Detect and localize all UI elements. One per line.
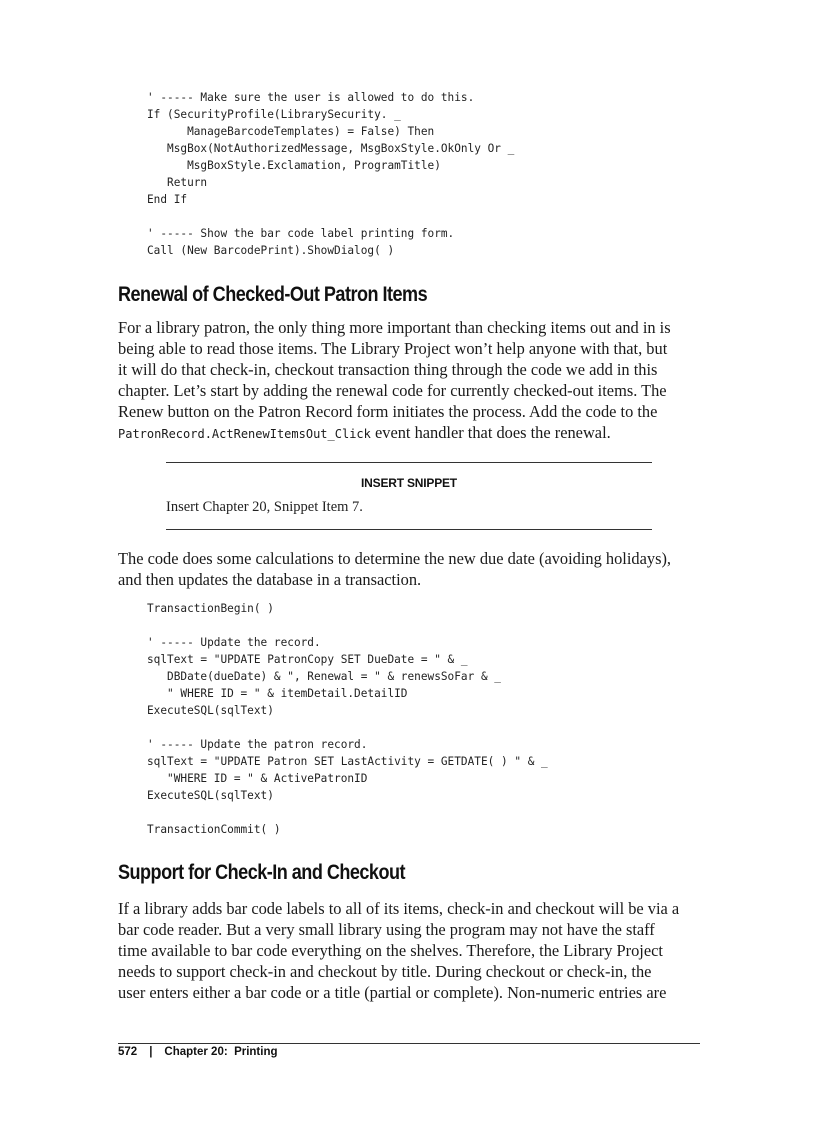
footer-rule bbox=[118, 1043, 700, 1044]
section-heading-checkin-checkout: Support for Check-In and Checkout bbox=[118, 861, 405, 884]
paragraph-renewal-intro bbox=[118, 317, 700, 443]
code-line bbox=[147, 804, 548, 821]
paragraph-line: being able to read those items. The Library Project won’t help anyone with that, but bbox=[118, 339, 668, 358]
paragraph-line-tail: event handler that does the renewal. bbox=[370, 423, 611, 442]
paragraph-line: needs to support check-in and checkout by title. During checkout or check-in, the bbox=[118, 962, 652, 981]
paragraph-line: user enters either a bar code or a title (partial or complete). Non-numeric entries are bbox=[118, 983, 667, 1002]
paragraph-line: Renew button on the Patron Record form initiates the process. Add the code to the bbox=[118, 402, 658, 421]
chapter-title: Chapter 20: Printing bbox=[164, 1046, 278, 1058]
code-line: TransactionCommit( ) bbox=[147, 823, 281, 836]
code-line: Return bbox=[147, 176, 208, 189]
paragraph-line: bar code reader. But a very small library using the program may not have the staff bbox=[118, 920, 655, 939]
code-line: ' ----- Make sure the user is allowed to do this. bbox=[147, 91, 475, 104]
code-line: " WHERE ID = " & itemDetail.DetailID bbox=[147, 687, 408, 700]
paragraph-line: The code does some calculations to determine the new due date (avoiding holidays), bbox=[118, 549, 672, 568]
code-line: TransactionBegin( ) bbox=[147, 602, 274, 615]
code-line: End If bbox=[147, 193, 188, 206]
paragraph-line: chapter. Let’s start by adding the renewal code for currently checked-out items. The bbox=[118, 381, 667, 400]
code-line: ManageBarcodeTemplates) = False) Then bbox=[147, 125, 435, 138]
code-line: ' ----- Update the record. bbox=[147, 636, 321, 649]
paragraph-due-date bbox=[118, 548, 700, 590]
code-line: ' ----- Update the patron record. bbox=[147, 738, 368, 751]
code-line: ExecuteSQL(sqlText) bbox=[147, 704, 274, 717]
code-line: sqlText = "UPDATE Patron SET LastActivity = GETDATE( ) " & _ bbox=[147, 755, 548, 768]
code-block-transaction bbox=[147, 600, 548, 838]
code-line bbox=[147, 617, 548, 634]
paragraph-line: and then updates the database in a transaction. bbox=[118, 570, 422, 589]
insert-snippet-box bbox=[166, 462, 652, 530]
paragraph-line: time available to bar code everything on the shelves. Therefore, the Library Project bbox=[118, 941, 663, 960]
page-number: 572 bbox=[118, 1046, 138, 1058]
code-line: If (SecurityProfile(LibrarySecurity. _ bbox=[147, 108, 401, 121]
code-line: ExecuteSQL(sqlText) bbox=[147, 789, 274, 802]
code-line: ' ----- Show the bar code label printing form. bbox=[147, 227, 455, 240]
code-line bbox=[147, 719, 548, 736]
code-line: DBDate(dueDate) & ", Renewal = " & renewsSoFar & _ bbox=[147, 670, 501, 683]
snippet-title: INSERT SNIPPET bbox=[361, 476, 457, 490]
code-line: sqlText = "UPDATE PatronCopy SET DueDate = " & _ bbox=[147, 653, 468, 666]
code-block-security-check bbox=[147, 89, 514, 259]
code-line: Call (New BarcodePrint).ShowDialog( ) bbox=[147, 244, 395, 257]
paragraph-line-last bbox=[118, 422, 700, 443]
code-line: "WHERE ID = " & ActivePatronID bbox=[147, 772, 368, 785]
code-line: MsgBoxStyle.Exclamation, ProgramTitle) bbox=[147, 159, 441, 172]
paragraph-line: For a library patron, the only thing more important than checking items out and in is bbox=[118, 318, 671, 337]
footer-separator: | bbox=[149, 1046, 153, 1058]
code-line bbox=[147, 208, 514, 225]
page-footer bbox=[118, 1046, 278, 1058]
snippet-body: Insert Chapter 20, Snippet Item 7. bbox=[166, 499, 363, 515]
section-heading-renewal: Renewal of Checked-Out Patron Items bbox=[118, 283, 428, 306]
paragraph-checkin-intro bbox=[118, 898, 700, 1003]
code-line: MsgBox(NotAuthorizedMessage, MsgBoxStyle.OkOnly Or _ bbox=[147, 142, 515, 155]
inline-code-handler-name: PatronRecord.ActRenewItemsOut_Click bbox=[118, 427, 371, 441]
paragraph-line: If a library adds bar code labels to all of its items, check-in and checkout will be via a bbox=[118, 899, 680, 918]
paragraph-line: it will do that check-in, checkout transaction thing through the code we add in this bbox=[118, 360, 658, 379]
